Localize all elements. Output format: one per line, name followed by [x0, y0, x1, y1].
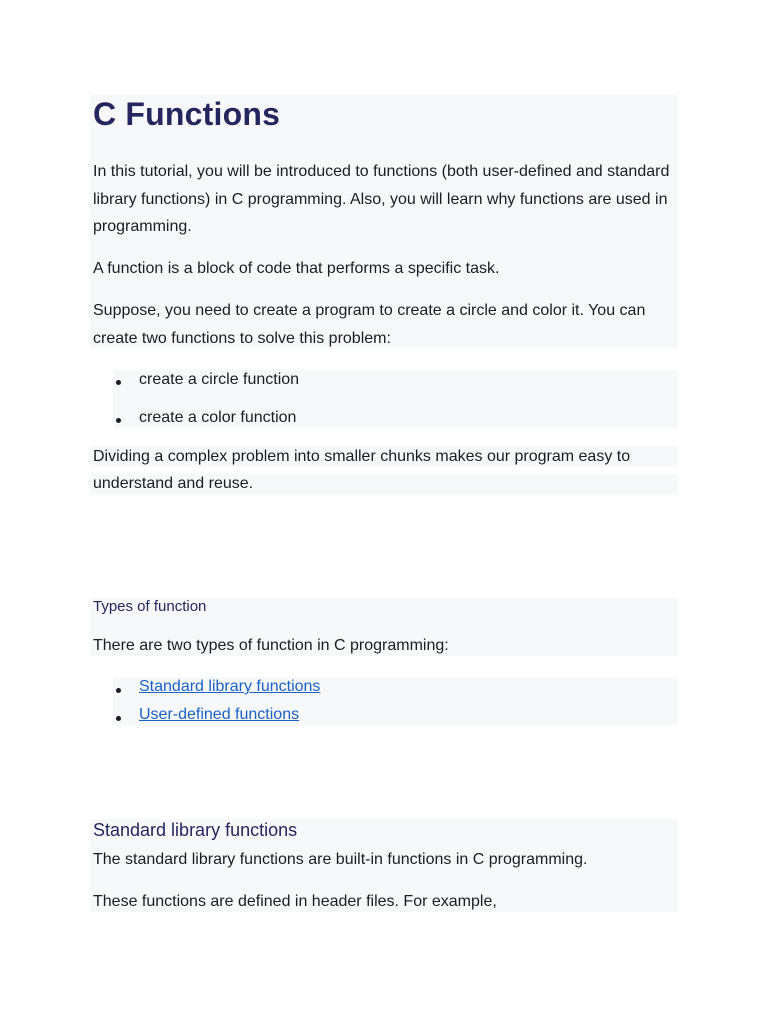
types-paragraph: There are two types of function in C programming:: [93, 637, 449, 654]
suppose-paragraph: Suppose, you need to create a program to create a circle and color it. You can create two functions to solve this problem:: [93, 302, 646, 347]
bullet-dot: [116, 688, 121, 693]
standard-paragraph-1: The standard library functions are built-in functions in C programming.: [93, 851, 588, 868]
bullet-dot: [116, 380, 121, 385]
dividing-paragraph: Dividing a complex problem into smaller chunks makes our program easy to understand and reuse.: [93, 448, 631, 492]
bullet-dot: [116, 716, 121, 721]
page-title: C Functions: [93, 96, 281, 132]
user-defined-link[interactable]: User-defined functions: [139, 706, 300, 723]
standard-paragraph-2: These functions are defined in header files. For example,: [93, 893, 497, 910]
types-heading: Types of function: [93, 598, 207, 615]
list-item: create a circle function: [139, 371, 300, 388]
bullet-dot: [116, 418, 121, 423]
standard-heading: Standard library functions: [93, 820, 298, 840]
list-item: create a color function: [139, 409, 297, 426]
intro-paragraph: In this tutorial, you will be introduced to functions (both user-defined and standard library functions) in C programming. Also, you will learn why functions are used in programming.: [93, 163, 670, 235]
definition-paragraph: A function is a block of code that performs a specific task.: [93, 260, 500, 277]
standard-library-link[interactable]: Standard library functions: [139, 678, 321, 695]
